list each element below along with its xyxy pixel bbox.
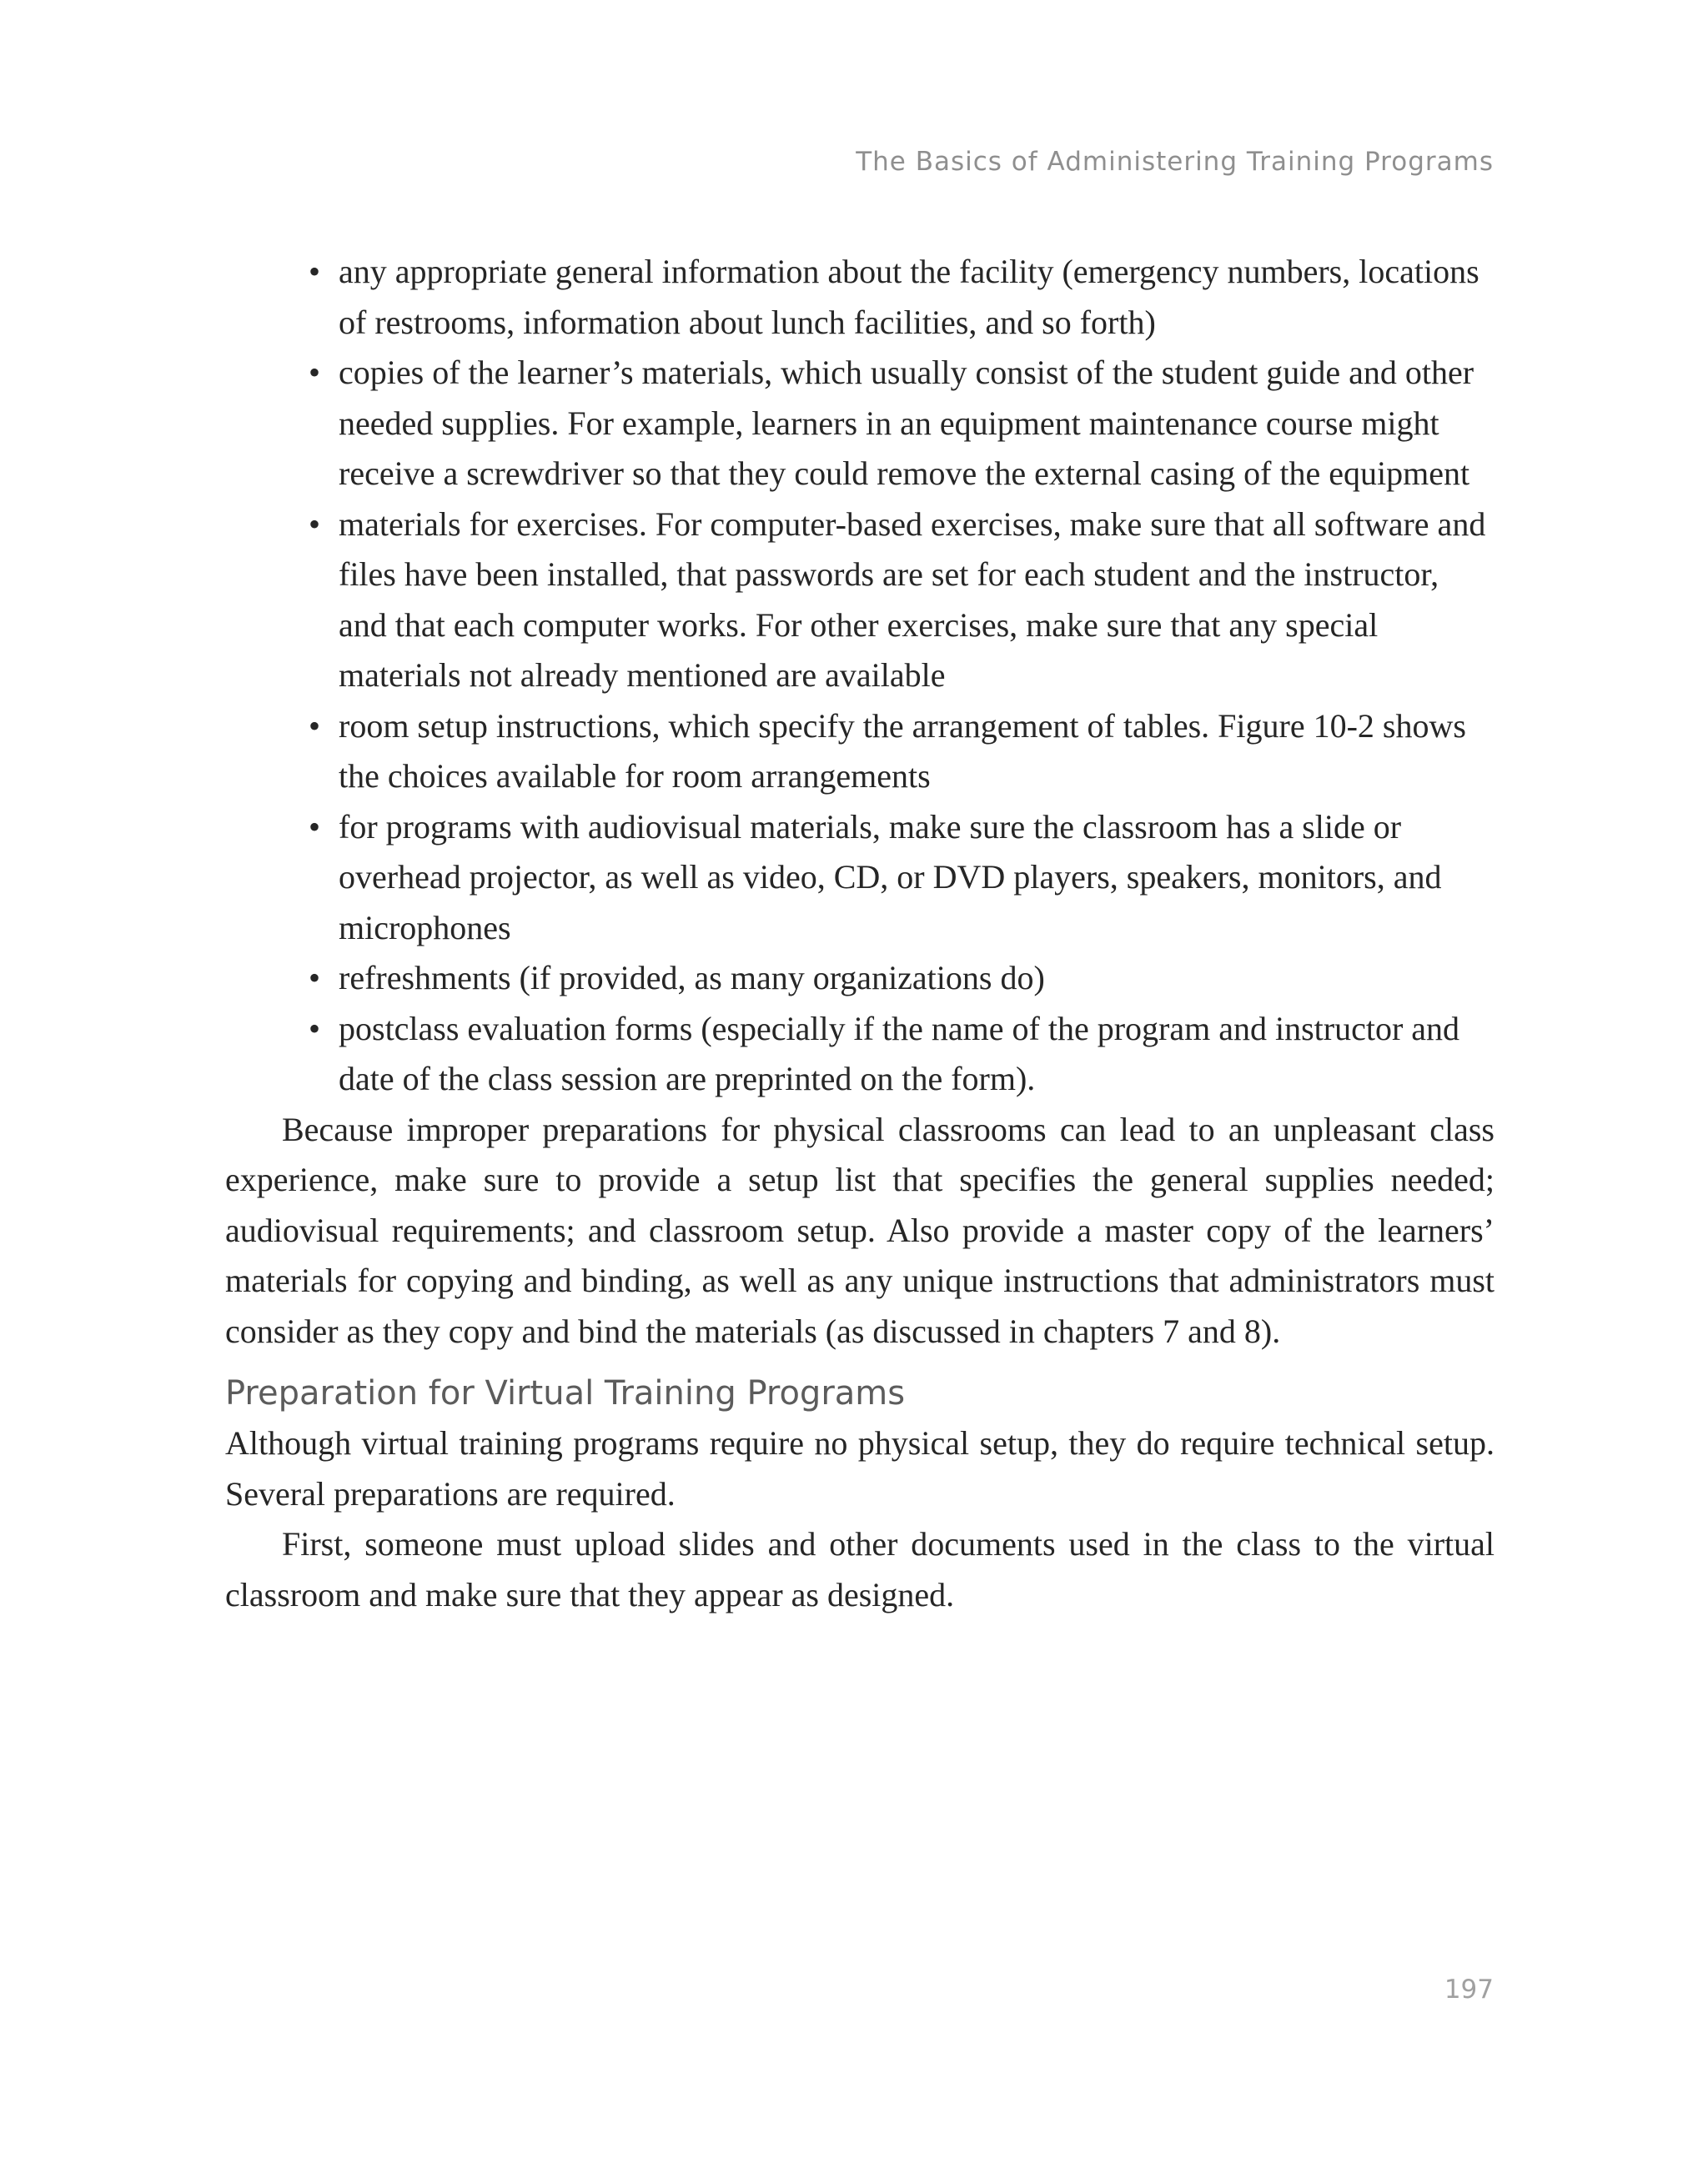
bullet-item: • room setup instructions, which specify the arrangement of tables. Figure 10-2 shows the choices available for room arrangements	[339, 701, 1494, 802]
bullet-list	[225, 247, 1494, 1105]
paragraph-upload-slides: First, someone must upload slides and other documents used in the class to the virtual classroom and make sure that they appear as designed.	[225, 1525, 1494, 1613]
running-head: The Basics of Administering Training Programs	[856, 147, 1494, 177]
paragraph-virtual-intro: Although virtual training programs require no physical setup, they do require technical setup. Several preparations are required.	[225, 1424, 1494, 1513]
section-heading: Preparation for Virtual Training Programs	[225, 1374, 906, 1413]
bullet-item: • postclass evaluation forms (especially if the name of the program and instructor and date of the class session are preprinted on the form).	[339, 1004, 1494, 1105]
bullet-item: • any appropriate general information about the facility (emergency numbers, locations of restrooms, information about lunch facilities, and so forth)	[339, 247, 1494, 348]
bullet-item: • materials for exercises. For computer-based exercises, make sure that all software and files have been installed, that passwords are set for each student and the instructor, and that each computer works. For other exercises, make sure that any special materials not already mentioned are available	[339, 499, 1494, 701]
paragraph-setup-list: Because improper preparations for physical classrooms can lead to an unpleasant class experience, make sure to provide a setup list that specifies the general supplies needed; audiovisual requirements; and classroom setup. Also provide a master copy of the learners’ materials for copying and binding, as well as any unique instructions that administrators must consider as they copy and bind the materials (as discussed in chapters 7 and 8).	[225, 1110, 1494, 1350]
page-body	[225, 247, 1494, 1620]
bullet-item: • for programs with audiovisual materials, make sure the classroom has a slide or overhead projector, as well as video, CD, or DVD players, speakers, monitors, and microphones	[339, 802, 1494, 954]
bullet-item: • refreshments (if provided, as many organizations do)	[339, 953, 1494, 1004]
page-number: 197	[1444, 1975, 1494, 2005]
bullet-item: • copies of the learner’s materials, which usually consist of the student guide and other needed supplies. For example, learners in an equipment maintenance course might receive a screwdriver so that they could remove the external casing of the equipment	[339, 348, 1494, 499]
